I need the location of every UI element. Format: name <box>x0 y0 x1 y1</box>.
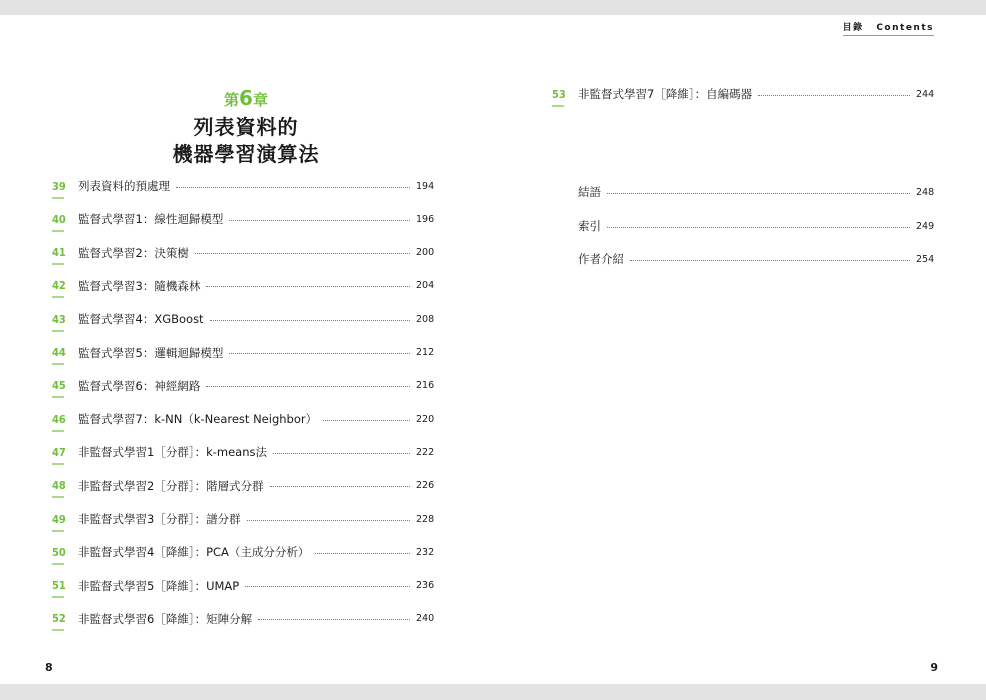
toc-leader-dots <box>630 260 910 261</box>
toc-entry-title: 監督式學習3：隨機森林 <box>78 278 201 293</box>
toc-entry-page: 228 <box>416 513 435 525</box>
toc-entry-title: 非監督式學習1［分群］：k-means法 <box>78 445 267 460</box>
toc-entry-title: 非監督式學習5［降維］：UMAP <box>78 578 240 593</box>
toc-leader-dots <box>273 453 410 454</box>
toc-entry[interactable] <box>52 476 434 496</box>
toc-entry-page: 194 <box>416 180 435 192</box>
toc-entry-page: 248 <box>916 186 935 198</box>
toc-entry-page: 226 <box>416 480 435 492</box>
toc-leader-dots <box>195 253 410 254</box>
toc-entry-title: 索引 <box>578 219 601 233</box>
chapter-title-line2: 機器學習演算法 <box>172 142 320 166</box>
toc-entry-title: 監督式學習2：決策樹 <box>78 245 189 260</box>
chapter-prefix: 第 <box>224 91 240 109</box>
toc-entry-page: 254 <box>916 253 935 265</box>
chapter-title <box>166 114 326 168</box>
toc-leader-dots <box>323 420 410 421</box>
toc-entry[interactable] <box>52 376 434 396</box>
toc-entry-page: 196 <box>416 213 435 225</box>
toc-entry-title: 監督式學習7：k-NN（k-Nearest Neighbor） <box>78 412 318 427</box>
toc-leader-dots <box>206 386 410 387</box>
toc-entry-page: 220 <box>416 413 435 425</box>
toc-leader-dots <box>315 553 410 554</box>
toc-entry-title: 非監督式學習2［分群］：階層式分群 <box>78 478 264 493</box>
toc-leader-dots <box>206 286 410 287</box>
toc-entry-number: 47 <box>52 446 78 459</box>
toc-entry-title: 監督式學習1：線性迴歸模型 <box>78 212 224 227</box>
toc-leader-dots <box>176 187 410 188</box>
toc-entry-number: 53 <box>552 88 578 101</box>
toc-leader-dots <box>245 586 410 587</box>
toc-entry[interactable] <box>552 216 934 236</box>
toc-entry[interactable] <box>552 182 934 202</box>
toc-entry-page: 232 <box>416 546 435 558</box>
toc-entry-page: 216 <box>416 380 435 392</box>
toc-entry-number: 41 <box>52 246 78 259</box>
header-label-en: Contents <box>876 23 934 33</box>
chapter-number: 6 <box>239 86 253 110</box>
toc-entry-number: 50 <box>52 546 78 559</box>
toc-leader-dots <box>758 95 910 96</box>
toc-entry-number: 52 <box>52 612 78 625</box>
toc-entry-title: 監督式學習5：邏輯迴歸模型 <box>78 345 224 360</box>
toc-entry-page: 236 <box>416 580 435 592</box>
toc-entry-number: 48 <box>52 479 78 492</box>
toc-entry[interactable] <box>52 276 434 296</box>
toc-entry-title: 非監督式學習3［分群］：譜分群 <box>78 512 241 526</box>
toc-leader-dots <box>229 220 410 221</box>
chapter-suffix: 章 <box>252 91 268 109</box>
header-label-cn: 目錄 <box>842 23 864 33</box>
toc-entry[interactable] <box>52 609 434 629</box>
toc-entry[interactable] <box>52 209 434 229</box>
toc-entry[interactable] <box>52 309 434 329</box>
toc-entry[interactable] <box>552 249 934 269</box>
toc-entry[interactable] <box>52 576 434 596</box>
toc-leader-dots <box>607 193 910 194</box>
page-number-right: 9 <box>930 661 938 674</box>
toc-leader-dots <box>607 227 910 228</box>
toc-entry-page: 212 <box>416 347 435 358</box>
toc-entry-page: 222 <box>416 446 435 458</box>
toc-entry-title: 監督式學習6：神經網路 <box>78 378 201 393</box>
bottom-band <box>0 684 986 700</box>
chapter-heading <box>166 86 326 168</box>
toc-entry-number: 42 <box>52 279 78 292</box>
toc-entry-title: 監督式學習4：XGBoost <box>78 312 204 327</box>
toc-entry-page: 204 <box>416 280 435 292</box>
toc-entry-page: 244 <box>916 88 935 100</box>
toc-entry[interactable] <box>52 343 434 363</box>
top-band <box>0 0 986 15</box>
toc-entry[interactable] <box>52 542 434 562</box>
toc-entry-number: 43 <box>52 313 78 326</box>
toc-entry[interactable] <box>52 243 434 263</box>
toc-entry-number: 40 <box>52 213 78 226</box>
toc-entry-title: 非監督式學習6［降維］：矩陣分解 <box>78 611 253 626</box>
toc-entry[interactable] <box>52 176 434 196</box>
toc-entry[interactable] <box>52 509 434 529</box>
toc-entry-page: 200 <box>416 247 435 259</box>
toc-leader-dots <box>210 320 410 321</box>
toc-entry-number: 44 <box>52 346 78 359</box>
toc-entry-number: 46 <box>52 413 78 426</box>
toc-entry-page: 240 <box>416 613 435 625</box>
toc-entry-title: 作者介紹 <box>578 252 624 266</box>
toc-entry-number: 45 <box>52 379 78 392</box>
toc-entry-title: 列表資料的預處理 <box>78 179 170 193</box>
toc-entry-page: 208 <box>416 313 435 325</box>
toc-entry[interactable] <box>52 442 434 462</box>
toc-leader-dots <box>229 353 410 354</box>
contents-header <box>843 20 934 36</box>
toc-entry-number: 51 <box>52 579 78 592</box>
toc-entry-title: 結語 <box>578 185 601 199</box>
toc-entry-number: 49 <box>52 513 78 526</box>
toc-entry-title: 非監督式學習7［降維］：自編碼器 <box>578 87 753 101</box>
toc-leader-dots <box>247 520 410 521</box>
toc-entry[interactable] <box>552 84 934 104</box>
toc-entry-title: 非監督式學習4［降維］：PCA（主成分分析） <box>78 545 310 560</box>
toc-entry-page: 249 <box>916 220 935 232</box>
toc-leader-dots <box>258 619 410 620</box>
toc-entry-number: 39 <box>52 180 78 193</box>
page-number-left: 8 <box>45 661 53 674</box>
toc-entry[interactable] <box>52 409 434 429</box>
chapter-label <box>166 86 326 110</box>
toc-leader-dots <box>270 486 410 487</box>
chapter-title-line1: 列表資料的 <box>193 115 299 139</box>
